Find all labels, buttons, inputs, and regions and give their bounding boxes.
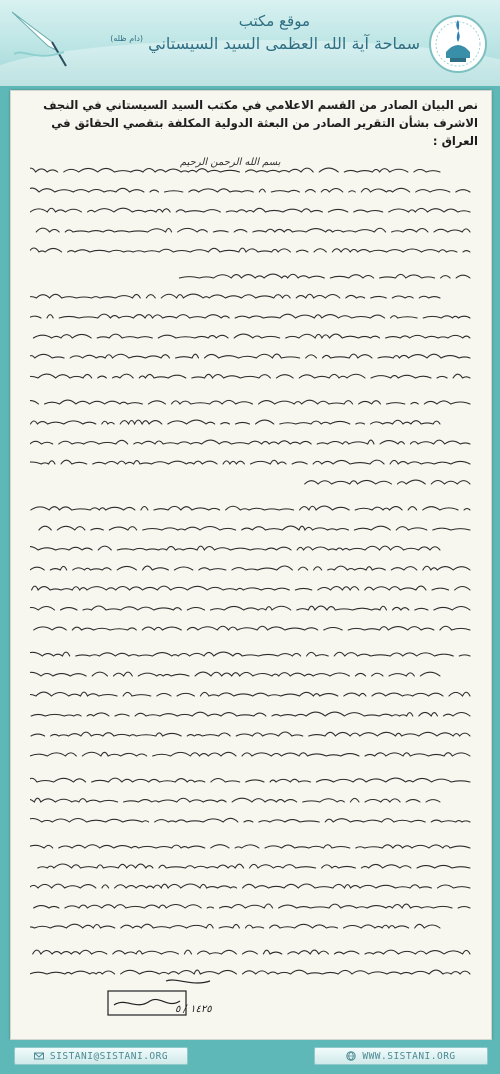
handwriting-line [30, 546, 440, 550]
site-subtitle [110, 34, 420, 53]
handwriting-line [30, 228, 470, 232]
handwritten-statement-image [30, 140, 474, 1020]
handwriting-line [32, 586, 470, 590]
handwriting-line [30, 208, 470, 212]
handwriting-line [30, 798, 440, 802]
handwriting-line [305, 480, 470, 484]
handwriting-line [31, 506, 470, 510]
site-name: موقع مكتب [238, 12, 310, 30]
handwriting-line [30, 314, 470, 318]
handwriting-line [30, 460, 470, 464]
handwriting-line [30, 294, 440, 298]
handwriting-line [30, 692, 470, 696]
email-link[interactable] [14, 1047, 188, 1065]
globe-icon [346, 1051, 356, 1061]
website-text: WWW.SISTANI.ORG [362, 1050, 456, 1062]
handwriting-line [30, 818, 470, 822]
handwriting-line [30, 606, 470, 610]
handwriting-line [32, 864, 470, 868]
handwriting-line [33, 950, 470, 954]
statement-title: نص البيان الصادر من القسم الاعلامي في مكتب السيد السيستاني في النجف الاشرف بشأن التقرير الصادر من البعثة الدولية المكلفة بتقصي الحقائق في العراق : [43, 98, 478, 148]
handwriting-line [30, 334, 470, 338]
opening-basmala: بسم الله الرحمن الرحيم [180, 157, 281, 168]
pen-icon [4, 4, 74, 74]
handwriting-line [30, 672, 440, 676]
site-subtitle-text: سماحة آية الله العظمى السيد السيستاني [148, 34, 420, 53]
handwriting-line [33, 526, 470, 530]
handwriting-line [30, 778, 470, 782]
mail-icon [34, 1051, 44, 1061]
email-text: SISTANI@SISTANI.ORG [49, 1050, 169, 1062]
handwriting-line [30, 248, 470, 252]
handwriting-line [30, 884, 470, 888]
handwriting-line [30, 188, 470, 192]
handwriting-line [30, 752, 470, 756]
handwriting-line [30, 970, 470, 974]
handwriting-line [31, 732, 470, 736]
handwriting-line [30, 440, 470, 444]
handwriting-line [30, 354, 470, 358]
site-header [0, 0, 500, 86]
signature-stamp [106, 975, 216, 1025]
handwriting-line [30, 566, 470, 570]
handwriting-line [34, 904, 470, 908]
honorific: (دام ظله) [110, 34, 144, 43]
handwriting-line [179, 274, 470, 278]
handwriting-line [30, 924, 440, 928]
handwriting-line [34, 626, 470, 630]
handwriting-line [30, 168, 440, 172]
handwriting-line [30, 374, 470, 378]
date-line: ١٤٢٥ / ٥ [175, 1004, 212, 1015]
handwriting-line [31, 712, 470, 716]
handwriting-line [30, 652, 470, 656]
sistani-office-logo-icon[interactable] [424, 8, 492, 76]
handwriting-line [30, 400, 470, 404]
handwriting-line [30, 420, 440, 424]
handwriting-line [30, 845, 470, 848]
website-link[interactable] [314, 1047, 488, 1065]
